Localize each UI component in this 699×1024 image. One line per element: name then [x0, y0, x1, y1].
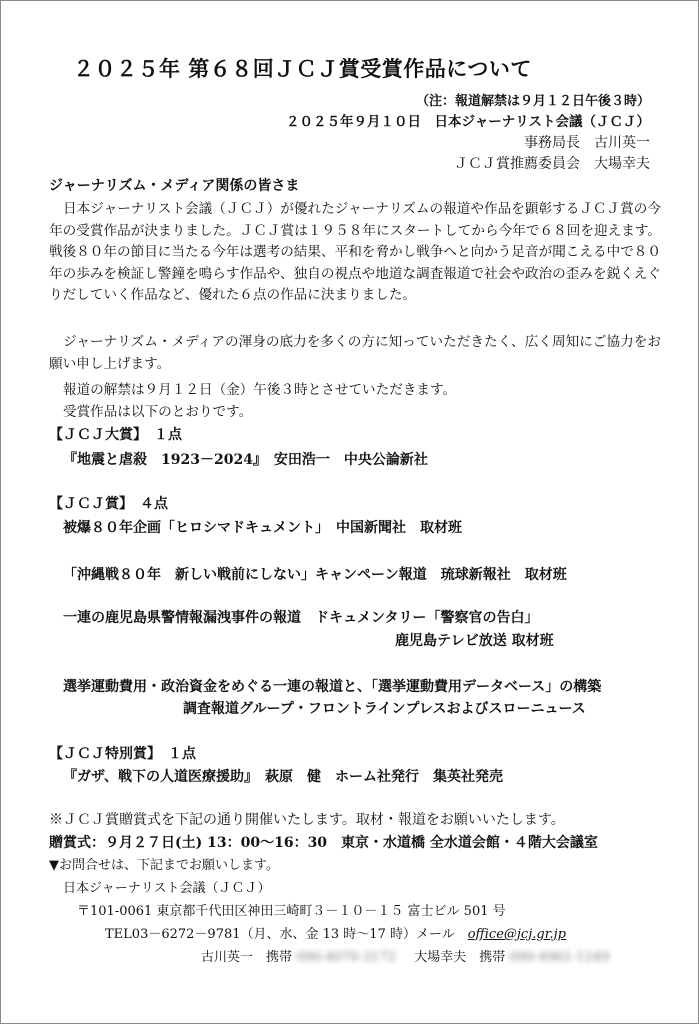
paragraph-request: ジャーナリズム・メディアの渾身の底力を多くの方に知っていただきたく、広く周知にご協力をお願い申し上げます。 [49, 334, 661, 372]
jcj-prize-heading: 【ＪＣＪ賞】 ４点 [49, 496, 168, 512]
jcj-prize-item-1: 被爆８０年企画「ヒロシマドキュメント」 中国新聞社 取材班 [63, 520, 462, 536]
contact-phones-line [201, 949, 609, 967]
jcj-prize-item-4-line-2: 調査報道グループ・フロントラインプレスおよびスローニュース [183, 701, 586, 717]
jcj-prize-item-2: 「沖縄戦８０年 新しい戦前にしない」キャンペーン報道 琉球新報社 取材班 [63, 567, 567, 583]
jcj-prize-item-4-line-1: 選挙運動費用・政治資金をめぐる一連の報道と、「選挙運動費用データベース」の構築 [63, 679, 602, 695]
contact-tel: TEL03－6272－9781（月、水、金 13 時～17 時）メール [105, 927, 468, 942]
embargo-note: （注：報道解禁は９月１２日午後３時） [415, 94, 650, 109]
contact-phone-2-redacted: 090-4961-1249 [509, 950, 610, 965]
contact-phone-1-redacted: 090-4070-3172 [296, 950, 396, 965]
jcj-prize-item-3-line-2: 鹿児島テレビ放送 取材班 [395, 633, 554, 649]
ceremony-detail: 贈賞式：９月２７日(土) 13：00～16：30 東京・水道橋 全水道会館・４階大会議室 [49, 835, 598, 851]
special-prize-heading: 【ＪＣＪ特別賞】 １点 [49, 746, 196, 762]
contact-tel-line [105, 926, 566, 944]
greeting: ジャーナリズム・メディア関係の皆さま [49, 178, 300, 194]
special-prize-item: 『ガザ、戦下の人道医療援助』 萩原 健 ホーム社発行 集英社発売 [63, 769, 504, 785]
ceremony-note: ※ＪＣＪ賞贈賞式を下記の通り開催いたします。取材・報道をお願いいたします。 [49, 812, 565, 828]
contact-organization: 日本ジャーナリスト会議（ＪＣＪ） [63, 881, 271, 896]
document-title: ２０２５年 第６８回ＪＣＪ賞受賞作品について [73, 56, 532, 81]
contact-person-1: 古川英一 携帯 [201, 950, 293, 965]
contact-lead: ▼お問合せは、下記までお願いします。 [49, 858, 279, 873]
paragraph-embargo: 報道の解禁は９月１２日（金）午後３時とさせていただきます。 [63, 382, 457, 398]
grand-prize-heading: 【ＪＣＪ大賞】 １点 [49, 427, 182, 443]
paragraph-list-intro: 受賞作品は以下のとおりです。 [63, 404, 253, 420]
contact-address: 〒101-0061 東京都千代田区神田三崎町３－１０－１５ 富士ビル 501 号 [77, 904, 506, 919]
contact-person-2: 大場幸夫 携帯 [414, 950, 506, 965]
sender-secretary-general: 事務局長 古川英一 [524, 135, 650, 151]
paragraph-intro: 日本ジャーナリスト会議（ＪＣＪ）が優れたジャーナリズムの報道や作品を顕彰するＪＣＪ賞の今年の受賞作品が決まりました。ＪＣＪ賞は１９５８年にスタートしてから今年で６８回を迎えます。戦後８０年の節目に当たる今年は選考の結果、平和を脅かし戦争へと向かう足音が聞こえる中で８０年の歩みを検証し警鐘を鳴らす作品や、独自の視点や地道な調査報道で社会や政治の歪みを鋭くえぐりだしていく作品など、優れた６点の作品に決まりました。 [49, 201, 661, 304]
date-line: ２０２５年９月１０日 日本ジャーナリスト会議（ＪＣＪ） [286, 114, 650, 130]
contact-email-link[interactable]: office@jcj.gr.jp [467, 927, 566, 942]
jcj-prize-item-3-line-1: 一連の鹿児島県警情報漏洩事件の報道 ドキュメンタリー「警察官の告白」 [63, 610, 539, 626]
grand-prize-item: 『地震と虐殺 1923－2024』 安田浩一 中央公論新社 [63, 452, 428, 468]
sender-committee: ＪＣＪ賞推薦委員会 大場幸夫 [454, 156, 650, 172]
